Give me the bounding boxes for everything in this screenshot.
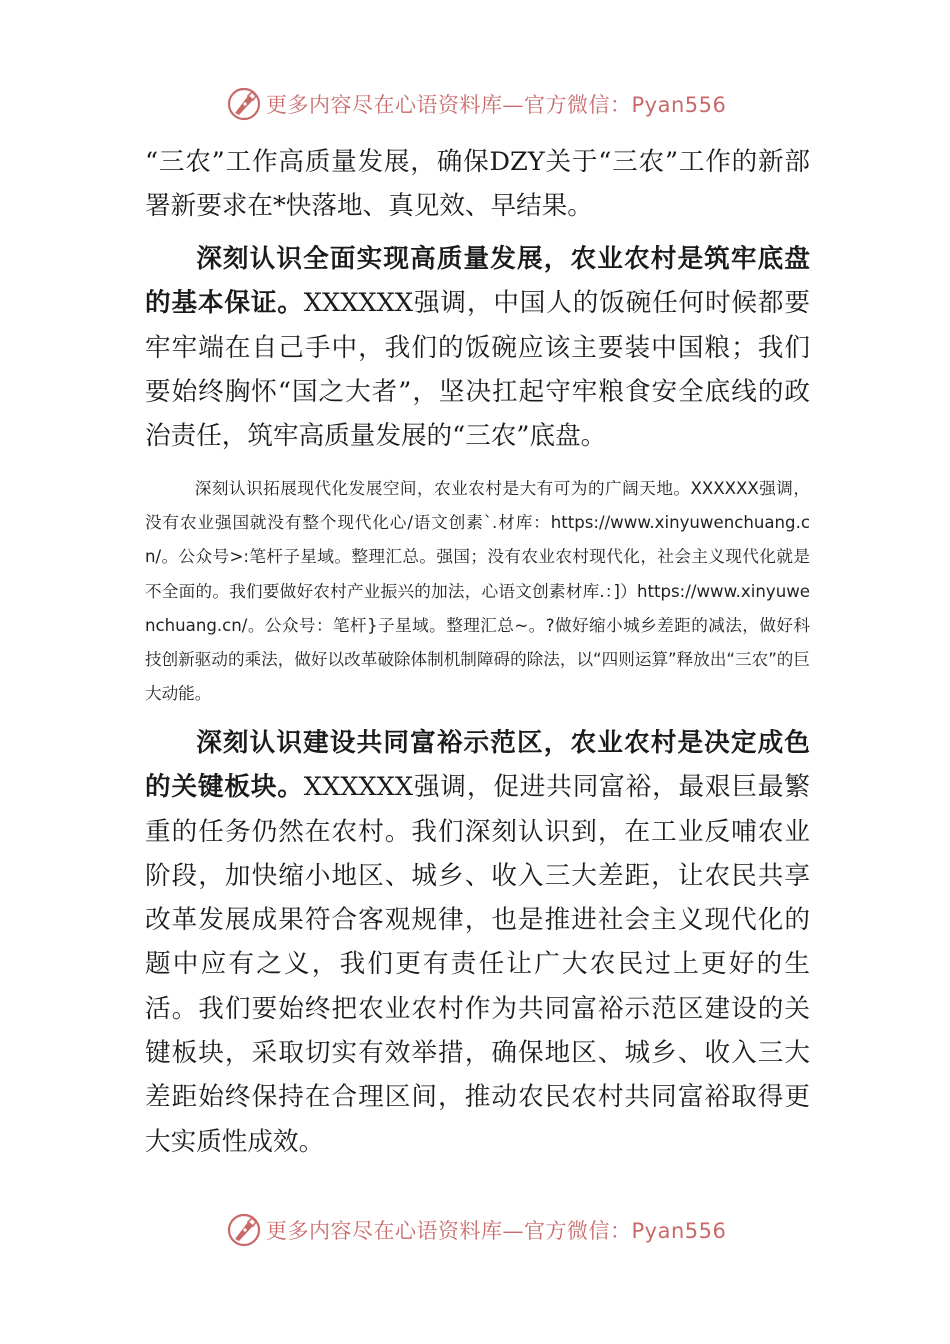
pen-nib-circle-icon <box>226 1212 262 1248</box>
paragraph-2-body: XXXXXX强调，中国人的饭碗任何时候都要牢牢端在自己手中，我们的饭碗应该主要装中国粮；我们要始终胸怀“国之大者”，坚决扛起守牢粮食安全底线的政治责任，筑牢高质量发展的“三农”底盘。 <box>145 288 810 452</box>
header-watermark-banner <box>226 84 726 124</box>
paragraph-1: “三农”工作高质量发展，确保DZY关于“三农”工作的新部署新要求在*快落地、真见效、早结果。 <box>145 147 810 222</box>
paragraph-2-heading: 深刻认识全面实现高质量发展，农业农村是筑牢底盘的基本保证。 <box>145 244 810 319</box>
footer-watermark-banner <box>226 1210 726 1250</box>
footer-wechat-id: Pyan556 <box>631 1219 727 1243</box>
footer-banner-text: 更多内容尽在心语资料库—官方微信：Pyan556 <box>266 1219 727 1243</box>
banner-wechat-id: Pyan556 <box>631 93 727 117</box>
paragraph-4-body: XXXXXX强调，促进共同富裕，最艰巨最繁重的任务仍然在农村。我们深刻认识到，在工业反哺农业阶段，加快缩小地区、城乡、收入三大差距，让农民共享改革发展成果符合客观规律，也是推进社会主义现代化的题中应有之义，我们更有责任让广大农民过上更好的生活。我们要始终把农业农村作为共同富裕示范区建设的关键板块，采取切实有效举措，确保地区、城乡、收入三大差距始终保持在合理区间，推动农民农村共同富裕取得更大实质性成效。 <box>145 772 810 1157</box>
paragraph-4-heading: 深刻认识建设共同富裕示范区，农业农村是决定成色的关键板块。 <box>145 728 810 803</box>
banner-text: 更多内容尽在心语资料库—官方微信：Pyan556 <box>266 93 727 117</box>
paragraph-3-small: 深刻认识拓展现代化发展空间，农业农村是大有可为的广阔天地。XXXXXX强调，没有农业强国就没有整个现代化心/语文创素`.材库：https://www.xinyuwenchuang.cn/。公众号>:笔杆子星域。整理汇总。强国；没有农业农村现代化，社会主义现代化就是不全面的。我们要做好农村产业振兴的加法，心语文创素材库.：]）https://www.xinyuwenchuang.cn/。公众号：笔杆}子星域。整理汇总~。?做好缩小城乡差距的减法，做好科技创新驱动的乘法，做好以改革破除体制机制障碍的除法，以“四则运算”释放出“三农”的巨大动能。 <box>145 479 810 704</box>
paragraph-4 <box>145 721 810 1164</box>
pen-nib-circle-icon <box>226 86 262 122</box>
paragraph-2 <box>145 237 810 458</box>
